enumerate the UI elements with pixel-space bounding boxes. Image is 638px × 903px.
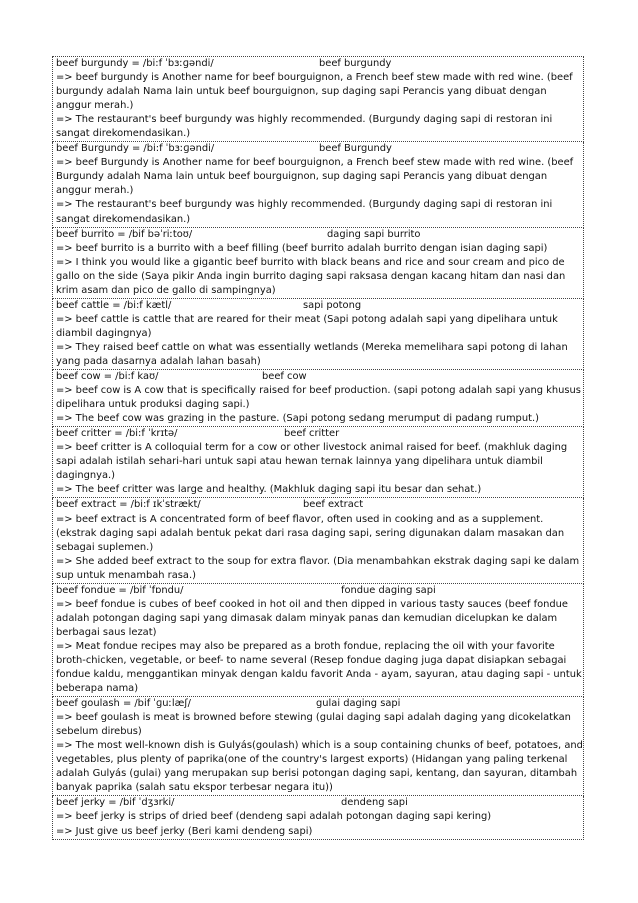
entry-header <box>56 228 583 242</box>
headword-pronunciation: beef extract = /bi:f ɪkˈstrækt/ <box>56 499 201 511</box>
translation: beef Burgundy <box>319 143 392 155</box>
translation: dendeng sapi <box>341 797 408 809</box>
entry-header <box>56 370 583 384</box>
example-sentence: => She added beef extract to the soup for extra flavor. (Dia menambahkan ekstrak daging sapi ke dalam sup untuk menambah rasa.) <box>56 555 580 581</box>
glossary-entry <box>52 299 584 370</box>
definition: => beef extract is A concentrated form of beef flavor, often used in cooking and as a supplement. (ekstrak daging sapi adalah bentuk pekat dari rasa daging sapi, sering digunakan dalam masakan dan sebagai suplemen.) <box>56 513 565 553</box>
entry-header <box>56 299 583 313</box>
definition: => beef jerky is strips of dried beef (dendeng sapi adalah potongan daging sapi kering) <box>56 811 492 823</box>
example-sentence: => The restaurant's beef burgundy was highly recommended. (Burgundy daging sapi di restoran ini sangat direkomendasikan.) <box>56 114 553 140</box>
entry-header <box>56 427 583 441</box>
translation: beef extract <box>303 499 364 511</box>
example-sentence: => They raised beef cattle on what was essentially wetlands (Mereka memelihara sapi potong di lahan yang pada dasarnya adalah lahan basah) <box>56 341 568 367</box>
entry-header <box>56 498 583 512</box>
example-sentence: => The most well-known dish is Gulyás(goulash) which is a soup containing chunks of beef, potatoes, and vegetables, plus plenty of paprika(one of the country's largest exports) (Hidangan yang paling terkenal adalah Gulyás (gulai) yang merupakan sup berisi potongan daging sapi, kentang, dan sayuran, ditambah banyak paprika (salah satu ekspor terbesar negara itu)) <box>56 740 583 794</box>
entry-header <box>56 584 583 598</box>
glossary-entry <box>52 796 584 839</box>
glossary-entry <box>52 56 584 142</box>
headword-pronunciation: beef Burgundy = /bi:f ˈbɜːɡəndi/ <box>56 143 215 155</box>
entry-header <box>56 796 583 810</box>
headword-pronunciation: beef goulash = /bif ˈɡuːlæʃ/ <box>56 698 191 710</box>
glossary-entry <box>52 584 584 697</box>
headword-pronunciation: beef fondue = /bif ˈfɒndu/ <box>56 584 184 596</box>
headword-pronunciation: beef critter = /bi:f ˈkrɪtə/ <box>56 428 178 440</box>
glossary-entry <box>52 228 584 299</box>
definition: => beef burrito is a burrito with a beef filling (beef burrito adalah burrito dengan isian daging sapi) <box>56 242 548 254</box>
entry-header <box>56 697 583 711</box>
headword-pronunciation: beef jerky = /bif ˈdʒɜrki/ <box>56 797 175 809</box>
headword-pronunciation: beef cow = /bi:f kaʊ/ <box>56 371 159 383</box>
headword-pronunciation: beef cattle = /bi:f kætl/ <box>56 299 172 311</box>
example-sentence: => Just give us beef jerky (Beri kami dendeng sapi) <box>56 825 313 837</box>
example-sentence: => The beef critter was large and healthy. (Makhluk daging sapi itu besar dan sehat.) <box>56 484 482 496</box>
entry-header <box>56 142 583 156</box>
glossary-entry <box>52 142 584 227</box>
glossary-entry <box>52 498 584 583</box>
glossary-document <box>52 56 584 840</box>
definition: => beef fondue is cubes of beef cooked in hot oil and then dipped in various tasty sauces (beef fondue adalah potongan daging sapi yang dimasak dalam minyak panas dan kemudian dicelupkan ke dalam berbagai saus lezat) <box>56 598 568 638</box>
example-sentence: => The beef cow was grazing in the pasture. (Sapi potong sedang merumput di padang rumput.) <box>56 413 539 425</box>
definition: => beef cow is A cow that is specifically raised for beef production. (sapi potong adalah sapi yang khusus dipelihara untuk produksi daging sapi.) <box>56 385 581 411</box>
definition: => beef cattle is cattle that are reared for their meat (Sapi potong adalah sapi yang dipelihara untuk diambil dagingnya) <box>56 313 558 339</box>
translation: beef burgundy <box>319 58 392 69</box>
headword-pronunciation: beef burrito = /bif bəˈriːtoʊ/ <box>56 228 193 240</box>
example-sentence: => Meat fondue recipes may also be prepared as a broth fondue, replacing the oil with your favorite broth-chicken, vegetable, or beef- to name several (Resep fondue daging juga dapat disiapkan sebagai fondue kaldu, menggantikan minyak dengan kaldu favorit Anda - ayam, sayuran, atau daging sapi - untuk beberapa nama) <box>56 640 582 695</box>
definition: => beef Burgundy is Another name for beef bourguignon, a French beef stew made with red wine. (beef Burgundy adalah Nama lain untuk beef bourguignon, sup daging sapi Perancis yang dibuat dengan anggur merah.) <box>56 157 574 197</box>
translation: daging sapi burrito <box>327 228 421 240</box>
glossary-entry <box>52 427 584 498</box>
translation: fondue daging sapi <box>341 584 436 596</box>
translation: beef cow <box>262 371 307 383</box>
translation: sapi potong <box>303 299 362 311</box>
entry-header <box>56 57 583 71</box>
glossary-entry <box>52 370 584 427</box>
headword-pronunciation: beef burgundy = /bi:f ˈbɜːɡəndi/ <box>56 58 214 69</box>
definition: => beef goulash is meat is browned before stewing (gulai daging sapi adalah daging yang dicokelatkan sebelum direbus) <box>56 712 571 738</box>
definition: => beef burgundy is Another name for beef bourguignon, a French beef stew made with red wine. (beef burgundy adalah Nama lain untuk beef bourguignon, sup daging sapi Perancis yang dibuat dengan anggur merah.) <box>56 72 573 112</box>
example-sentence: => I think you would like a gigantic beef burrito with black beans and rice and sour cream and pico de gallo on the side (Saya pikir Anda ingin burrito daging sapi raksasa dengan kacang hitam dan nasi dan krim asam dan pico de gallo di sampingnya) <box>56 256 566 296</box>
translation: beef critter <box>284 428 340 440</box>
definition: => beef critter is A colloquial term for a cow or other livestock animal raised for beef. (makhluk daging sapi adalah istilah sehari-hari untuk sapi atau hewan ternak lainnya yang dipelihara untuk diambil dagingnya.) <box>56 442 568 482</box>
translation: gulai daging sapi <box>316 698 401 710</box>
example-sentence: => The restaurant's beef burgundy was highly recommended. (Burgundy daging sapi di restoran ini sangat direkomendasikan.) <box>56 199 553 225</box>
glossary-entry <box>52 697 584 796</box>
